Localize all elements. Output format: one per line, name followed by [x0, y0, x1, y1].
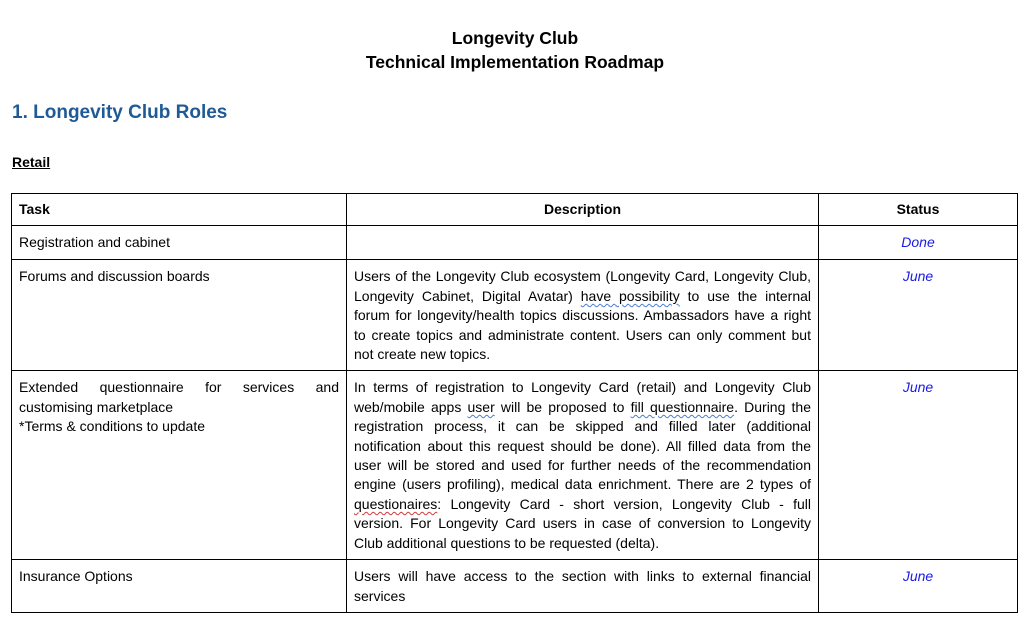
description-cell	[347, 560, 819, 613]
subsection-heading: Retail	[12, 154, 51, 170]
description-text: will be proposed to	[494, 398, 631, 415]
description-cell	[347, 226, 819, 260]
description-cell	[347, 260, 819, 371]
table-row	[12, 371, 1018, 560]
task-text: Forums and discussion boards	[19, 268, 210, 285]
description-text: : Longevity Card - short version, Longevity Club - full version. For Longevity Card users in case of conversion to Longevity Club additional questions to be requested (delta).	[354, 495, 811, 551]
table-row	[12, 560, 1018, 613]
description-text: In terms of registration to Longevity Card (retail) and Longevity Club web/mobile apps	[354, 379, 811, 415]
status-cell	[819, 560, 1018, 613]
task-text: Extended questionnaire for services and customising marketplace	[19, 379, 339, 415]
grammar-suggestion[interactable]: user	[467, 398, 495, 415]
status-cell	[819, 371, 1018, 560]
status-text: June	[902, 268, 934, 285]
task-cell	[12, 226, 347, 260]
spelling-error[interactable]: questionaires	[354, 495, 438, 512]
document-title	[0, 26, 1026, 74]
task-note: *Terms & conditions to update	[19, 418, 205, 435]
status-cell	[819, 226, 1018, 260]
table-row	[12, 226, 1018, 260]
section-heading: 1. Longevity Club Roles	[12, 102, 228, 123]
table-header-row	[12, 194, 1018, 226]
document-title-line-1: Longevity Club	[451, 28, 579, 48]
status-text: June	[902, 568, 934, 585]
task-cell	[12, 260, 347, 371]
task-cell	[12, 560, 347, 613]
description-text: . During the registration process, it can be skipped and filled later (additional notification about this request should be done). All filled data from the user will be stored and used for further needs of the recommendation engine (users profiling), medical data enrichment. There are 2 types of	[354, 398, 811, 493]
grammar-suggestion[interactable]: have possibility	[580, 287, 680, 304]
description-text: to use the internal forum for longevity/health topics discussions. Ambassadors have a right to create topics and administrate content. Users can only comment but not create new topics.	[354, 287, 812, 363]
task-text: Insurance Options	[19, 568, 133, 585]
column-header-task: Task	[12, 194, 347, 226]
column-header-description: Description	[347, 194, 819, 226]
status-text: June	[902, 379, 934, 396]
description-cell	[347, 371, 819, 560]
document-title-line-2: Technical Implementation Roadmap	[365, 52, 665, 72]
description-text: Users of the Longevity Club ecosystem (Longevity Card, Longevity Club, Longevity Cabinet, Digital Avatar)	[354, 268, 811, 304]
grammar-suggestion[interactable]: fill questionnaire	[630, 398, 735, 415]
status-text: Done	[901, 234, 935, 251]
roadmap-table	[11, 193, 1018, 613]
column-header-status: Status	[819, 194, 1018, 226]
task-text: Registration and cabinet	[19, 234, 170, 251]
task-cell	[12, 371, 347, 560]
status-cell	[819, 260, 1018, 371]
description-text: Users will have access to the section with links to external financial services	[354, 568, 811, 604]
table-row	[12, 260, 1018, 371]
